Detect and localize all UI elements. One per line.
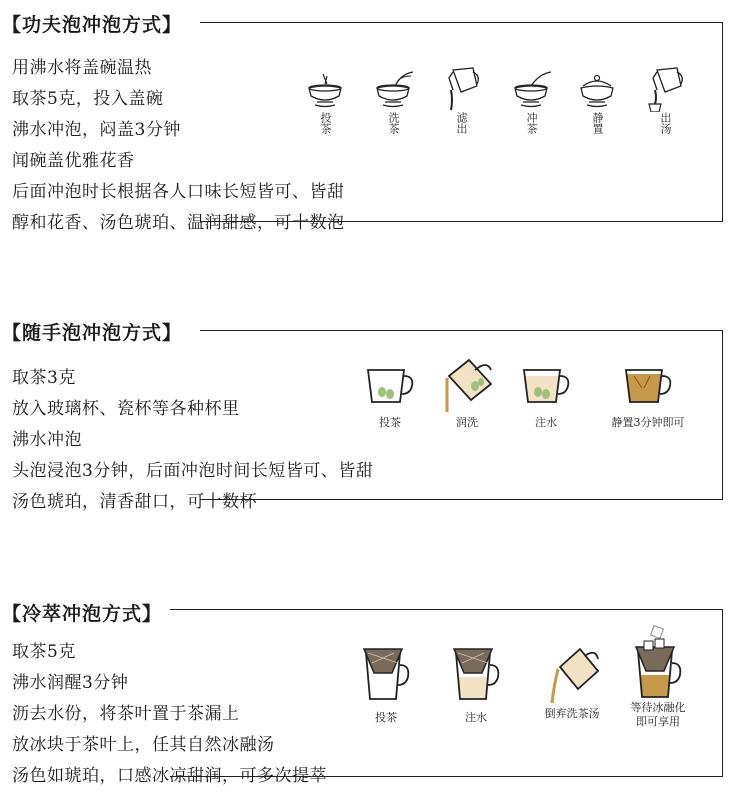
pitcher-pour-icon	[439, 64, 483, 112]
text-line: 沸水冲泡	[12, 430, 82, 450]
step-label	[640, 112, 690, 137]
step-label	[436, 112, 486, 137]
step-label-text: 出汤	[659, 112, 672, 134]
text-line: 取茶5克，投入盖碗	[12, 89, 164, 109]
step-run-xi	[432, 354, 502, 430]
pitcher-pour-icon	[542, 641, 602, 705]
step-zhu-shui	[444, 643, 508, 725]
step-chu-tang	[640, 64, 690, 137]
step-tou-cha	[354, 643, 418, 725]
section-title: 【功夫泡冲泡方式】	[2, 10, 186, 37]
step-label: 润洗	[456, 416, 478, 429]
text-line: 用沸水将盖碗温热	[12, 58, 152, 78]
text-line: 放入玻璃杯、瓷杯等各种杯里	[12, 399, 240, 419]
section-title: 【随手泡冲泡方式】	[2, 318, 186, 345]
pitcher-pour-icon	[643, 64, 687, 112]
step-label	[368, 112, 418, 137]
step-label: 注水	[465, 711, 487, 724]
text-line: 后面冲泡时长根据各人口味长短皆可、皆甜	[12, 182, 345, 202]
step-label-text: 洗茶	[387, 112, 400, 134]
section-title: 【冷萃冲泡方式】	[2, 599, 166, 626]
text-line: 取茶5克	[12, 642, 76, 662]
step-label	[300, 112, 350, 137]
step-jing-zhi	[572, 68, 622, 137]
step-chong-cha	[506, 68, 556, 137]
step-label: 投茶	[375, 711, 397, 724]
text-line: 醇和花香、汤色琥珀、温润甜感，可十数泡	[12, 213, 345, 233]
text-line: 沸水润醒3分钟	[12, 673, 129, 693]
step-label-text: 投茶	[319, 112, 332, 134]
section-gongfu	[0, 0, 730, 240]
cup-leaves-icon	[362, 362, 418, 406]
strainer-water-icon	[448, 643, 504, 705]
text-line: 沸水冲泡，闷盖3分钟	[12, 120, 181, 140]
step-label-text: 滤出	[455, 112, 468, 134]
step-xi-cha	[368, 68, 418, 137]
text-line: 头泡浸泡3分钟，后面冲泡时间长短皆可、皆甜	[12, 461, 374, 481]
step-label: 等待冰融化 即可享用	[630, 701, 686, 728]
section-suishou	[0, 310, 730, 510]
gaiwan-lid-icon	[575, 68, 619, 112]
cup-pour-icon	[435, 354, 499, 414]
text-line: 取茶3克	[12, 368, 76, 388]
step-label	[572, 112, 622, 137]
step-label-text: 静置	[591, 112, 604, 134]
text-line: 沥去水份，将茶叶置于茶漏上	[12, 704, 240, 724]
step-tou-cha	[300, 68, 350, 137]
gaiwan-icon	[371, 68, 415, 112]
step-label: 静置3分钟即可	[611, 416, 685, 429]
strainer-cup-icon	[358, 643, 414, 705]
step-dao-qi	[530, 641, 614, 721]
gaiwan-icon	[303, 68, 347, 112]
text-line: 放冰块于茶叶上，任其自然冰融汤	[12, 735, 275, 755]
step-label: 投茶	[379, 416, 401, 429]
text-line: 汤色如琥珀，口感冰凉甜润，可多次提萃	[12, 766, 327, 786]
step-lv-chu	[436, 64, 486, 137]
step-deng-dai	[616, 623, 700, 729]
cup-water-icon	[518, 362, 574, 406]
step-tou-cha	[358, 362, 422, 430]
text-line: 汤色琥珀，清香甜口，可十数杯	[12, 492, 257, 512]
cup-amber-icon	[620, 362, 676, 406]
step-label: 倒弃洗茶汤	[544, 707, 600, 720]
step-jing-zhi	[600, 362, 696, 430]
gaiwan-icon	[509, 68, 553, 112]
section-lengcui	[0, 595, 730, 812]
strainer-ice-icon	[630, 623, 686, 703]
text-line: 闻碗盖优雅花香	[12, 151, 135, 171]
step-label	[506, 112, 556, 137]
step-zhu-shui	[514, 362, 578, 430]
step-label: 注水	[535, 416, 557, 429]
step-label-text: 冲茶	[525, 112, 538, 134]
